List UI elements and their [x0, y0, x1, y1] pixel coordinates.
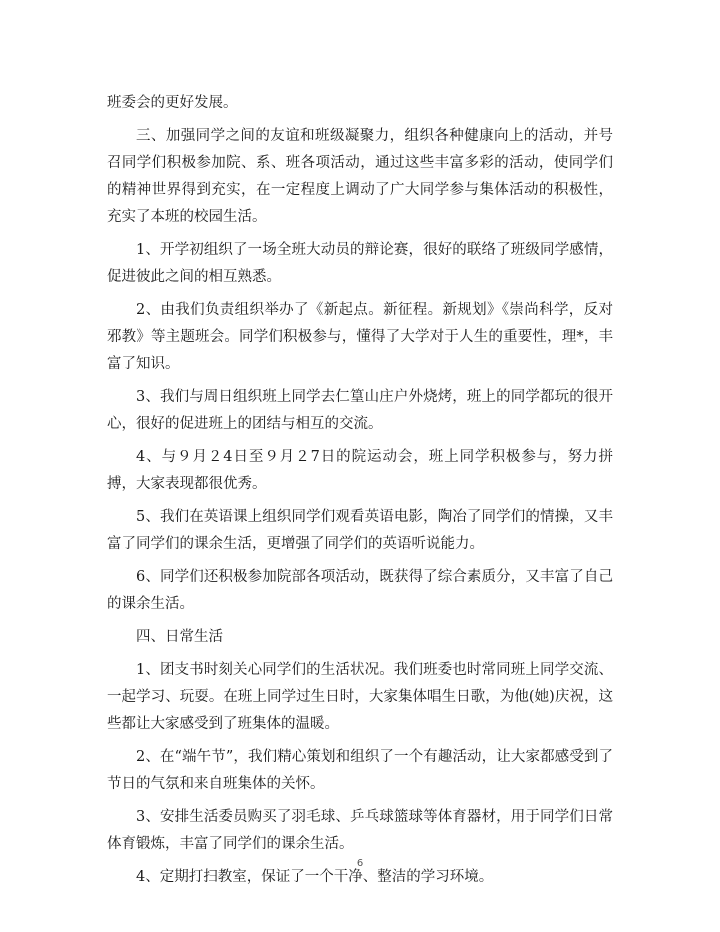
page-number: 6 — [356, 858, 364, 869]
paragraph-item-4-sports-meet: 4、与９月２4日至９月２7日的院运动会，班上同学积极参与，努力拼搏，大家表现都很优秀。 — [107, 449, 613, 492]
paragraph-item-2-class-meeting: 2、由我们负责组织举办了《新起点。新征程。新规划》《崇尚科学，反对邪教》等主题班会。同学们积极参与，懂得了大学对于人生的重要性，理*，丰富了知识。 — [107, 302, 613, 372]
paragraph-continuation: 班委会的更好发展。 — [107, 95, 238, 111]
paragraph-item-5-english-movie: 5、我们在英语课上组织同学们观看英语电影，陶冶了同学们的情操，又丰富了同学们的课余生活，更增强了同学们的英语听说能力。 — [107, 509, 613, 552]
section-heading-daily-life: 四、日常生活 — [136, 629, 223, 645]
paragraph-item-3-barbecue: 3、我们与周日组织班上同学去仁篁山庄户外烧烤，班上的同学都玩的很开心，很好的促进班上的团结与相互的交流。 — [107, 389, 613, 432]
paragraph-daily-3-sports-equipment: 3、安排生活委员购买了羽毛球、乒乓球篮球等体育器材，用于同学们日常体育锻炼，丰富了同学们的课余生活。 — [107, 809, 613, 852]
paragraph-daily-2-dragon-boat: 2、在“端午节”，我们精心策划和组织了一个有趣活动，让大家都感受到了节日的气氛和来自班集体的关怀。 — [107, 749, 613, 792]
paragraph-section-three: 三、加强同学之间的友谊和班级凝聚力，组织各种健康向上的活动，并号召同学们积极参加院、系、班各项活动，通过这些丰富多彩的活动，使同学们的精神世界得到充实，在一定程度上调动了广大同学参与集体活动的积极性，充实了本班的校园生活。 — [107, 128, 613, 225]
paragraph-daily-1-care: 1、团支书时刻关心同学们的生活状况。我们班委也时常同班上同学交流、一起学习、玩耍。在班上同学过生日时，大家集体唱生日歌，为他(她)庆祝，这些都让大家感受到了班集体的温暖。 — [107, 662, 613, 732]
paragraph-item-6-activities: 6、同学们还积极参加院部各项活动，既获得了综合素质分，又丰富了自己的课余生活。 — [107, 569, 613, 612]
paragraph-daily-4-cleaning: 4、定期打扫教室，保证了一个干净、整洁的学习环境。 — [136, 869, 494, 885]
paragraph-item-1-debate: 1、开学初组织了一场全班大动员的辩论赛，很好的联络了班级同学感情，促进彼此之间的相互熟悉。 — [107, 242, 613, 285]
document-body — [107, 90, 613, 897]
